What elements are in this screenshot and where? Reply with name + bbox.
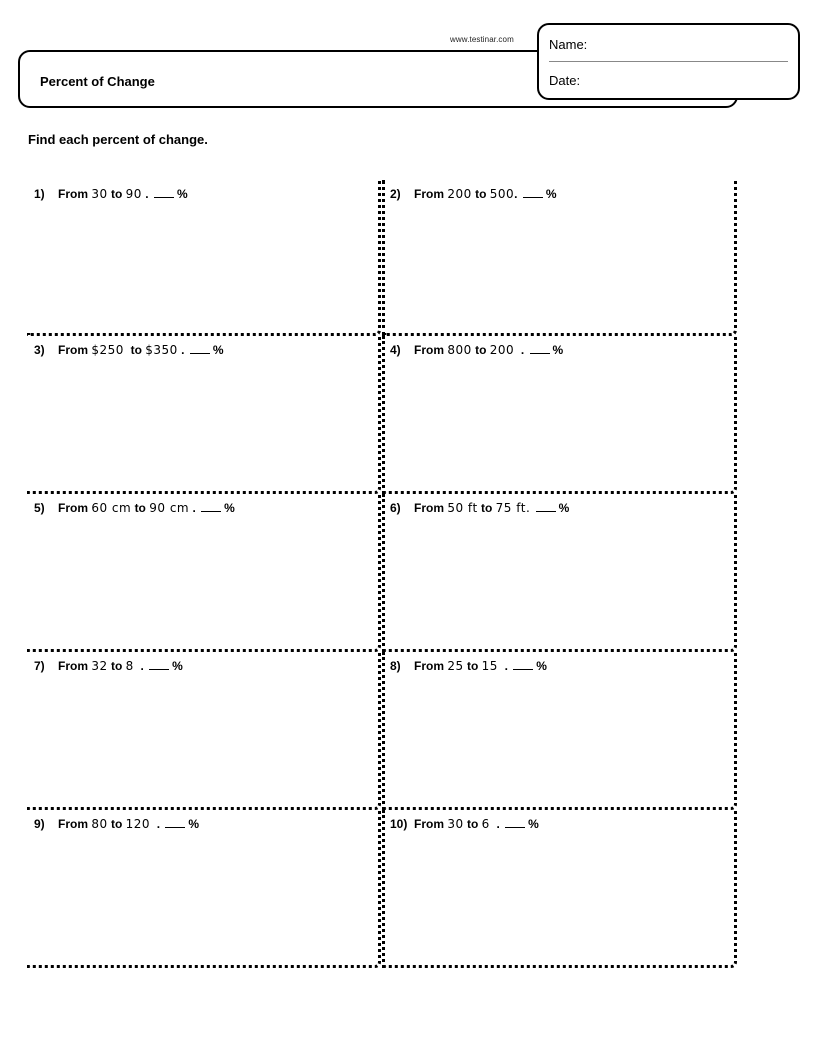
name-date-box (537, 23, 800, 100)
problem-cell-1 (27, 180, 381, 336)
answer-blank[interactable] (505, 817, 525, 828)
name-divider (549, 61, 788, 62)
problem-6: 6) From 50 ft to 75 ft. % (390, 501, 570, 515)
problem-cell-4 (382, 336, 737, 494)
answer-blank[interactable] (154, 187, 174, 198)
problem-2: 2) From 200 to 500. % (390, 187, 557, 201)
answer-blank[interactable] (149, 659, 169, 670)
name-label: Name: (549, 37, 588, 52)
problem-3: 3) From $250 to $350 . % (34, 343, 224, 357)
answer-blank[interactable] (190, 343, 210, 354)
problem-cell-10 (382, 810, 737, 968)
problem-9: 9) From 80 to 120 . % (34, 817, 200, 831)
problem-cell-7 (27, 652, 381, 810)
problem-7: 7) From 32 to 8 . % (34, 659, 183, 673)
problem-cell-5 (27, 494, 381, 652)
problem-cell-6 (382, 494, 737, 652)
answer-blank[interactable] (530, 343, 550, 354)
problem-10: 10) From 30 to 6 . % (390, 817, 539, 831)
problem-cell-8 (382, 652, 737, 810)
problem-5: 5) From 60 cm to 90 cm . % (34, 501, 235, 515)
site-url: www.testinar.com (450, 35, 514, 44)
problem-4: 4) From 800 to 200 . % (390, 343, 564, 357)
answer-blank[interactable] (536, 501, 556, 512)
worksheet-title: Percent of Change (40, 74, 155, 89)
problem-8: 8) From 25 to 15 . % (390, 659, 547, 673)
answer-blank[interactable] (165, 817, 185, 828)
answer-blank[interactable] (523, 187, 543, 198)
answer-blank[interactable] (513, 659, 533, 670)
problem-cell-3 (27, 336, 381, 494)
problem-cell-9 (27, 810, 381, 968)
answer-blank[interactable] (201, 501, 221, 512)
problem-1: 1) From 30 to 90 . % (34, 187, 188, 201)
date-label: Date: (549, 73, 581, 88)
problem-cell-2 (382, 180, 737, 336)
instructions: Find each percent of change. (28, 132, 208, 147)
